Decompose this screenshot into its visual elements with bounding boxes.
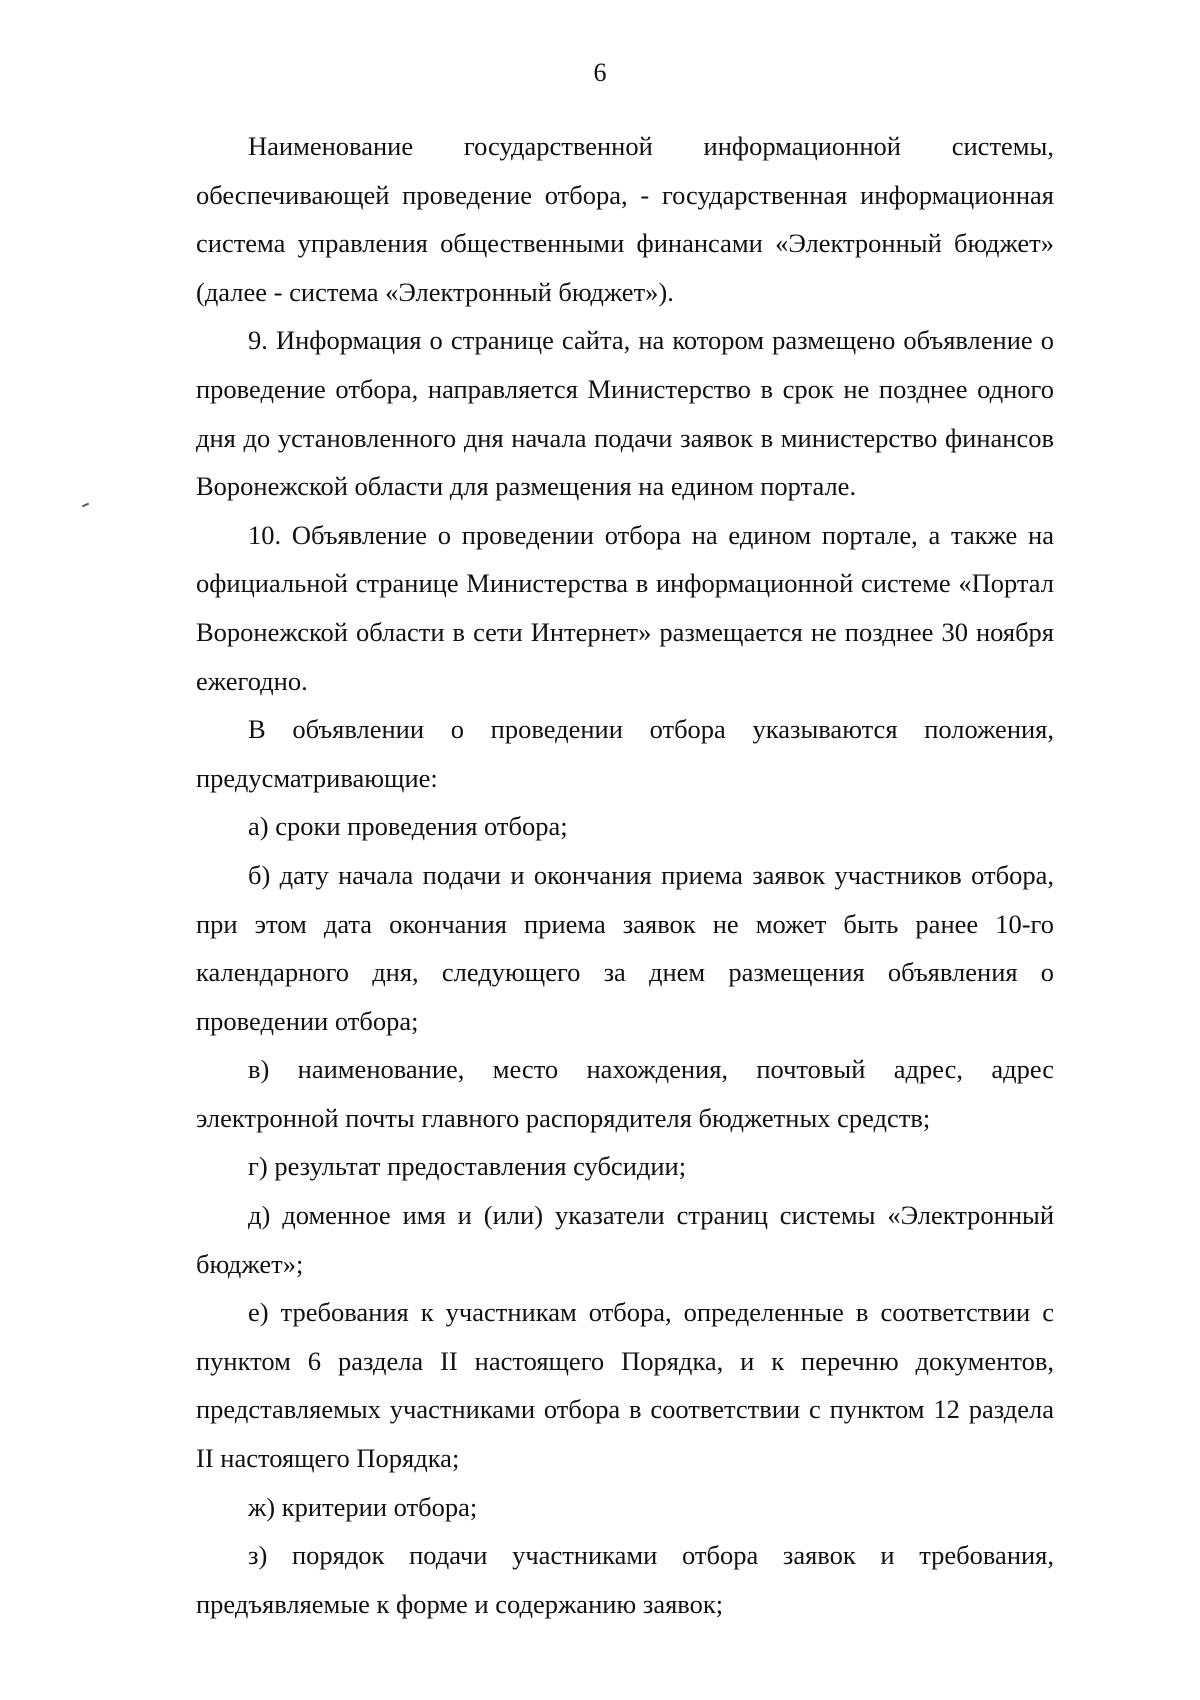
paragraph-item-9: 9. Информация о странице сайта, на котором размещено объявление о проведение отбора, направляется Министерство в срок не позднее одного дня до установленного дня начала подачи заявок в министерство финансов Воронежской области для размещения на едином портале. [196,325,1054,502]
scan-artifact-mark [82,503,89,508]
paragraph-announcement-provisions: В объявлении о проведении отбора указываются положения, предусматривающие: [196,714,1054,793]
list-item-b: б) дату начала подачи и окончания приема заявок участников отбора, при этом дата окончания приема заявок не может быть ранее 10-го календарного дня, следующего за днем размещения объявления о проведении отбора; [196,859,1054,1036]
list-item-z: з) порядок подачи участниками отбора заявок и требования, предъявляемые к форме и содержанию заявок; [196,1540,1054,1619]
document-body [196,122,1054,1628]
paragraph-item-10: 10. Объявление о проведении отбора на едином портале, а также на официальной странице Министерства в информационной системе «Портал Воронежской области в сети Интернет» размещается не позднее 30 ноября ежегодно. [196,519,1054,696]
list-item-g: г) результат предоставления субсидии; [248,1151,687,1182]
list-item-a: а) сроки проведения отбора; [248,811,568,842]
list-item-v: в) наименование, место нахождения, почтовый адрес, адрес электронной почты главного распорядителя бюджетных средств; [196,1054,1054,1133]
list-item-d: д) доменное имя и (или) указатели страниц системы «Электронный бюджет»; [196,1200,1054,1279]
list-item-zh: ж) критерии отбора; [248,1491,478,1522]
page-number: 6 [593,58,607,87]
list-item-e: е) требования к участникам отбора, определенные в соответствии с пунктом 6 раздела II настоящего Порядка, и к перечню документов, представляемых участниками отбора в соответствии с пунктом 12 раздела II настоящего Порядка; [196,1297,1054,1474]
paragraph-information-system-name: Наименование государственной информационной системы, обеспечивающей проведение отбора, - государственная информационная система управления общественными финансами «Электронный бюджет» (далее - система «Электронный бюджет»). [196,131,1054,307]
